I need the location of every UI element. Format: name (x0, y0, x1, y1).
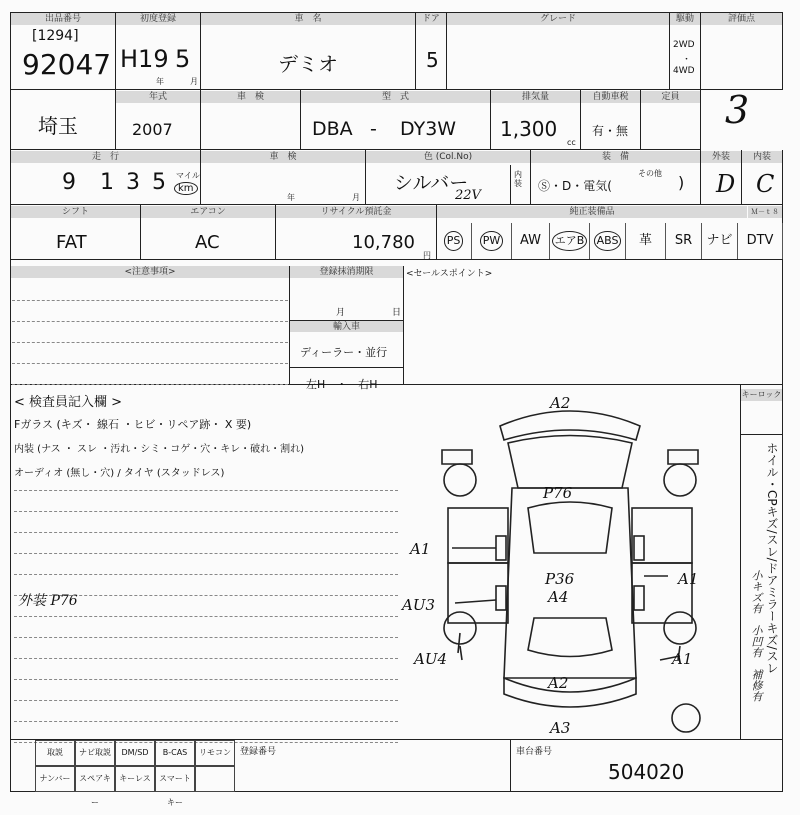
mark-p36: P36 (545, 570, 575, 588)
inspector-line-2: 内装 (ナス ・ スレ ・汚れ・シミ・コゲ・穴・キレ・破れ・割れ) (14, 444, 305, 455)
model-dash: - (370, 118, 377, 140)
inspector-line-1: Fガラス (キズ・ 線石 ・ヒビ・リペア跡・ X 要) (14, 418, 252, 431)
displacement-header: 排気量 (491, 91, 580, 103)
handwritten-note: 外装 P76 (18, 593, 78, 609)
shift-value: FAT (56, 232, 87, 253)
equipment-sr (666, 223, 702, 259)
notes-header: <注意事項> (11, 266, 289, 278)
equipment-label: 革 (638, 233, 652, 248)
mark-a1-left: A1 (410, 540, 431, 558)
first-reg-year-unit: 年 (156, 77, 164, 86)
key-header: キーロック (741, 390, 782, 399)
mark-a2-bottom: A2 (548, 674, 569, 692)
import-dealer: ディーラー・並行 (300, 346, 388, 359)
tax-header: 自動車税 (581, 91, 640, 103)
interior-header: 内装 (742, 151, 782, 163)
equipment-label: エアB (552, 231, 588, 251)
mark-au3: AU3 (402, 596, 436, 614)
mark-p76: P76 (543, 484, 573, 502)
mileage-digit-3: 3 (126, 170, 140, 195)
car-name-header: 車 名 (201, 13, 415, 25)
checklist-cell: B-CAS (155, 740, 195, 766)
inspector-header: < 検査員記入欄 > (14, 395, 123, 410)
interior-equip: Ⓢ・D・電気( (538, 179, 612, 193)
first-reg-era: H19 (120, 45, 169, 73)
doors-value: 5 (426, 48, 439, 72)
grade-header: グレード (447, 13, 669, 25)
divider (510, 165, 511, 205)
checklist-cell: キーレス (115, 766, 155, 792)
mark-au4: AU4 (414, 650, 448, 668)
shift-header: シフト (11, 206, 140, 218)
import-header: 輸入車 (290, 320, 403, 332)
color-code: 22V (455, 188, 481, 203)
displacement-value: 1,300 (500, 117, 558, 141)
drive-dot: ・ (682, 55, 692, 65)
mileage-digit-1: 9 (62, 170, 76, 195)
tax-value: 有・無 (592, 124, 629, 138)
model-header: 型 式 (301, 91, 490, 103)
car-damage-diagram (400, 388, 740, 738)
lot-number: 92047 (22, 48, 112, 81)
equipment-header-2: Ｍ－ｔ８ (748, 206, 782, 218)
model-year-header: 年式 (116, 91, 200, 103)
options-header: 装 備 (531, 151, 700, 163)
mileage-header: 走 行 (11, 151, 200, 163)
equipment-aw (512, 223, 550, 259)
equipment-エアb (550, 223, 590, 259)
checklist-cell: ナンバー (35, 766, 75, 792)
displacement-unit: cc (567, 138, 576, 147)
doors-header: ドア (416, 13, 446, 25)
model-prefix: DBA (312, 118, 353, 140)
notes-lines (12, 280, 288, 385)
serial-value: 504020 (608, 760, 685, 784)
color-header: 色 (Col.No) (366, 151, 530, 163)
mileage-digit-4: 5 (152, 170, 166, 195)
inspector-line-3: オーディオ (無し・穴) / タイヤ (スタッドレス) (14, 468, 225, 479)
sales-points-header: <セールスポイント> (406, 269, 493, 279)
mileage-digit-2: 1 (100, 170, 114, 195)
model-code: DY3W (400, 118, 457, 140)
aircon-value: AC (195, 232, 220, 253)
checklist-cell: リモコン (195, 740, 235, 766)
lot-prefix: [1294] (32, 28, 79, 44)
drive-2wd: 2WD (673, 40, 695, 50)
interior-close: ) (678, 173, 685, 192)
mark-a4: A4 (548, 588, 569, 606)
checklist-cell: スペアキー (75, 766, 115, 792)
interior-other: その他 (638, 169, 662, 178)
checklist-cell: DM/SD (115, 740, 155, 766)
inspection-month-unit: 月 (352, 193, 360, 202)
divider (740, 435, 741, 740)
aircon-header: エアコン (141, 206, 275, 218)
inspection-header: 車 検 (201, 91, 300, 103)
divider (289, 367, 404, 368)
score-value: 3 (725, 88, 750, 132)
equipment-ps (436, 223, 472, 259)
mark-a1-right: A1 (678, 570, 699, 588)
checklist-cell: スマートキー (155, 766, 195, 792)
mark-a2-top: A2 (550, 394, 571, 412)
equipment-label: PS (444, 231, 464, 251)
model-year-value: 2007 (132, 120, 173, 139)
mileage-unit-miles: マイル (176, 171, 200, 180)
import-hand: 左H ・ 右H (306, 378, 378, 391)
recycle-header: リサイクル預託金 (276, 206, 436, 218)
score-header: 評価点 (701, 13, 782, 25)
equipment-革 (626, 223, 666, 259)
car-name: デミオ (278, 52, 338, 76)
equipment-label: PW (480, 231, 504, 251)
equipment-label: DTV (746, 233, 774, 248)
drive-header: 駆動 (670, 13, 700, 25)
mark-a1-lower: A1 (672, 650, 693, 668)
drive-4wd: 4WD (673, 66, 695, 76)
reg-day: 日 (392, 308, 402, 318)
right-vertical-1: ホイル・CPキズ/スレ/ドアミラーキズ/スレ (765, 442, 779, 674)
equipment-label: ナビ (706, 233, 733, 248)
interior-color-label: 内装 (514, 170, 522, 188)
equipment-header: 純正装備品 (437, 206, 747, 218)
equipment-ナビ (702, 223, 738, 259)
recycle-value: 10,780 (352, 232, 415, 253)
checklist-cell: ナビ取説 (75, 740, 115, 766)
interior-score: C (756, 170, 775, 198)
bottom-reg-label: 登録番号 (240, 747, 277, 757)
lot-header: 出品番号 (11, 13, 115, 25)
equipment-label: ABS (594, 231, 622, 251)
region-value: 埼玉 (38, 114, 78, 138)
equipment-label: AW (519, 233, 542, 248)
recycle-unit: 円 (423, 251, 431, 260)
reg-date-header: 登録抹消期限 (290, 266, 403, 278)
first-reg-month-unit: 月 (190, 77, 198, 86)
inspection-year-unit: 年 (287, 193, 295, 202)
divider (510, 740, 511, 792)
inspection-header-2: 車 検 (201, 151, 365, 163)
exterior-score: D (716, 170, 736, 198)
reg-month: 月 (336, 308, 346, 318)
checklist-cell: 取説 (35, 740, 75, 766)
exterior-header: 外装 (701, 151, 741, 163)
bottom-checklist (35, 740, 235, 807)
capacity-header: 定員 (641, 91, 700, 103)
checklist-cell (195, 766, 235, 792)
mark-a3: A3 (550, 719, 571, 737)
right-vertical-2: 小キズ有 小凹有 補修有 (750, 570, 763, 702)
equipment-dtv (738, 223, 783, 259)
color-name: シルバー (394, 172, 469, 194)
equipment-row (436, 223, 783, 259)
first-reg-month: 5 (175, 45, 191, 73)
first-reg-header: 初度登録 (116, 13, 200, 25)
divider (741, 150, 742, 205)
equipment-label: SR (674, 233, 693, 248)
serial-label: 車台番号 (516, 747, 553, 757)
equipment-pw (472, 223, 512, 259)
mileage-unit-km: km (174, 182, 198, 195)
equipment-abs (590, 223, 626, 259)
